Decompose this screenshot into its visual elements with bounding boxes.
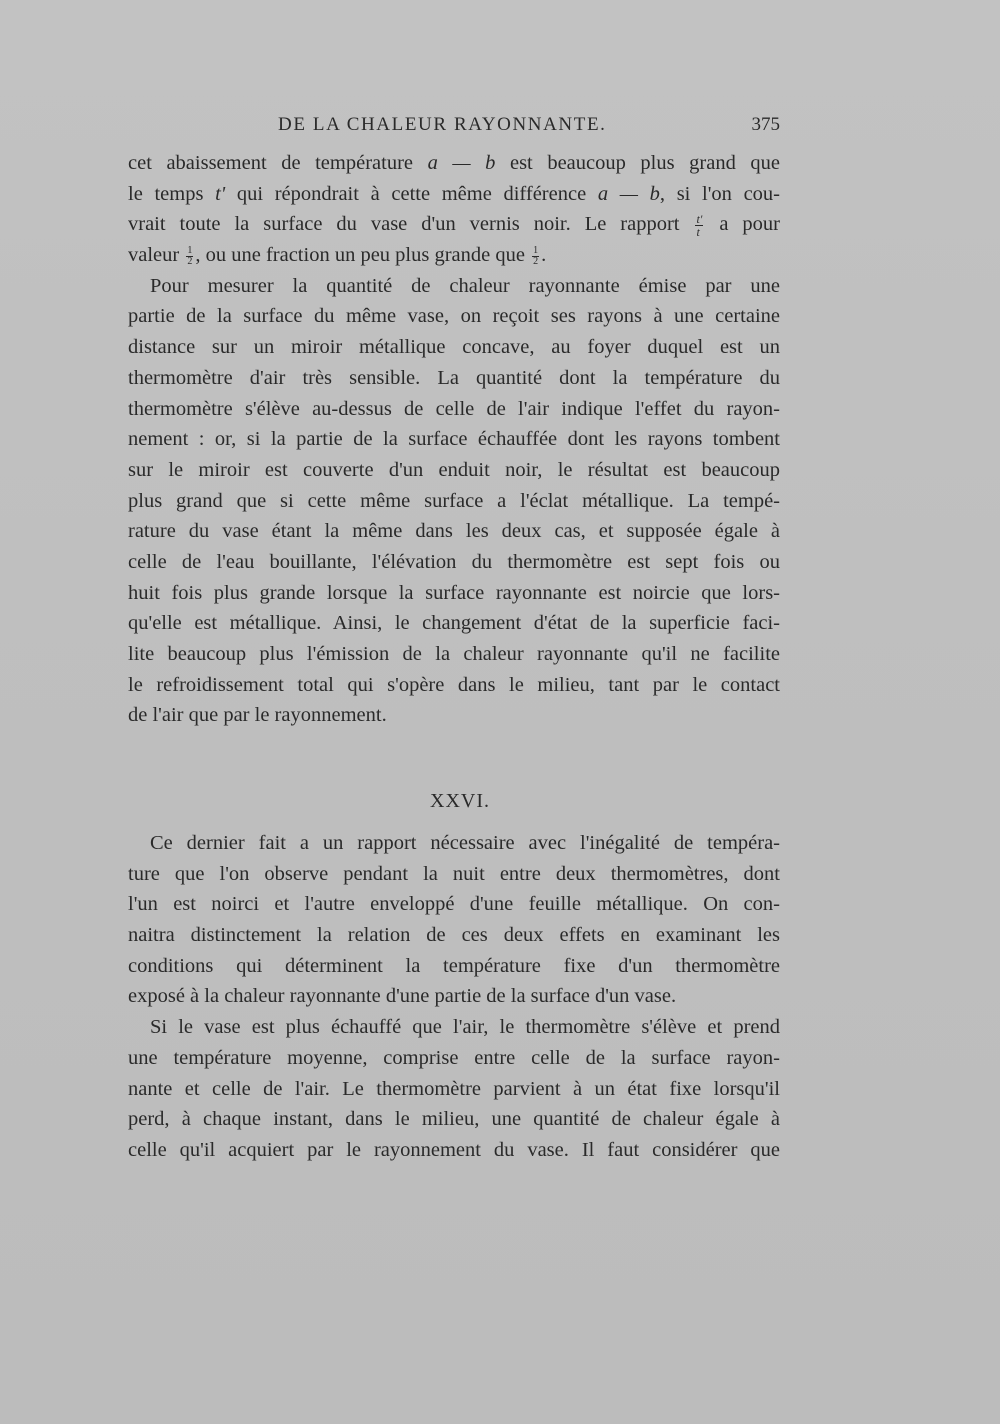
text-run: valeur [128, 244, 185, 267]
fraction-denominator: 2 [187, 255, 193, 267]
paragraph2-line: le refroidissement total qui s'opère dans le milieu, tant par le contact [128, 673, 780, 696]
paragraph1-line3 [128, 209, 780, 240]
text-run: , ou une fraction un peu plus grande que [195, 244, 531, 267]
paragraph4-line: celle qu'il acquiert par le rayonnement du vase. Il faut considérer que [128, 1138, 780, 1161]
fraction-numerator: t' [696, 212, 703, 227]
text-block-bottom [128, 828, 780, 1166]
paragraph2-line: huit fois plus grande lorsque la surface rayonnante est noircie que lors- [128, 581, 780, 604]
paragraph1-line1 [128, 148, 780, 179]
paragraph3-line: Ce dernier fait a un rapport nécessaire avec l'inégalité de tempéra- [150, 832, 780, 854]
paragraph2-line: Pour mesurer la quantité de chaleur rayonnante émise par une [150, 274, 780, 297]
paragraph2-line: distance sur un miroir métallique concave, au foyer duquel est un [128, 336, 780, 359]
paragraph2-line: de l'air que par le rayonnement. [128, 704, 387, 727]
text-run: qui répondrait à cette même différence [225, 182, 598, 205]
paragraph2-line: thermomètre d'air très sensible. La quantité dont la température du [128, 366, 780, 389]
paragraph2-line: rature du vase étant la même dans les deux cas, et supposée égale à [128, 520, 780, 543]
fraction-numerator: 1 [533, 244, 539, 256]
paragraph2-line: qu'elle est métallique. Ainsi, le changement d'état de la superficie faci- [128, 612, 780, 635]
formula-variable: a — b [427, 152, 496, 174]
formula-variable: a — b [597, 182, 660, 205]
paragraph3-line: naitra distinctement la relation de ces deux effets en examinant les [128, 924, 780, 947]
paragraph2-line: nement : or, si la partie de la surface échauffée dont les rayons tombent [128, 428, 780, 451]
paragraph4-line: perd, à chaque instant, dans le milieu, une quantité de chaleur égale à [128, 1108, 780, 1131]
text-run: vrait toute la surface du vase d'un vernis noir. Le rapport [128, 213, 694, 236]
fraction-denominator: t [696, 225, 700, 240]
running-title: DE LA CHALEUR RAYONNANTE. [278, 114, 607, 135]
fraction-numerator: 1 [187, 244, 193, 256]
fraction-denominator: 2 [533, 255, 539, 267]
paragraph4-line: Si le vase est plus échauffé que l'air, le thermomètre s'élève et prend [150, 1016, 780, 1039]
text-run: . [541, 244, 547, 267]
text-run: est beaucoup plus grand que [495, 152, 780, 174]
paragraph2-line: plus grand que si cette même surface a l'éclat métallique. La tempé- [128, 489, 780, 512]
text-run: le temps [128, 182, 216, 205]
paragraph3-line: conditions qui déterminent la température fixe d'un thermomètre [128, 954, 780, 977]
paragraph2-line: partie de la surface du même vase, on reçoit ses rayons à une certaine [128, 305, 780, 328]
paragraph2-line: thermomètre s'élève au-dessus de celle de l'air indique l'effet du rayon- [128, 397, 780, 420]
text-run: , si l'on cou- [659, 182, 781, 205]
paragraph3-line: l'un est noirci et l'autre enveloppé d'une feuille métallique. On con- [128, 893, 780, 916]
text-run: cet abaissement de température [128, 152, 428, 174]
half-fraction [186, 246, 193, 267]
half-fraction [532, 246, 539, 267]
paragraph3-line: exposé à la chaleur rayonnante d'une partie de la surface d'un vase. [128, 985, 677, 1008]
section-heading: XXVI. [430, 790, 490, 812]
paragraph2-line: celle de l'eau bouillante, l'élévation du thermomètre est sept fois ou [128, 550, 780, 573]
paragraph1-line2 [128, 179, 780, 210]
page-number: 375 [751, 114, 780, 135]
paragraph4-line: une température moyenne, comprise entre celle de la surface rayon- [128, 1046, 780, 1069]
ratio-fraction [695, 213, 703, 238]
page-header [128, 114, 780, 144]
paragraph1-line4 [128, 240, 780, 271]
paragraph3-line: ture que l'on observe pendant la nuit entre deux thermomètres, dont [128, 862, 780, 885]
paragraph2-line: lite beaucoup plus l'émission de la chaleur rayonnante qu'il ne facilite [128, 643, 780, 665]
text-run: a pour [705, 213, 780, 236]
text-block-top [128, 148, 780, 731]
formula-variable: t' [215, 182, 226, 205]
paragraph4-line: nante et celle de l'air. Le thermomètre parvient à un état fixe lorsqu'il [128, 1077, 780, 1100]
paragraph2-line: sur le miroir est couverte d'un enduit noir, le résultat est beaucoup [128, 458, 780, 481]
